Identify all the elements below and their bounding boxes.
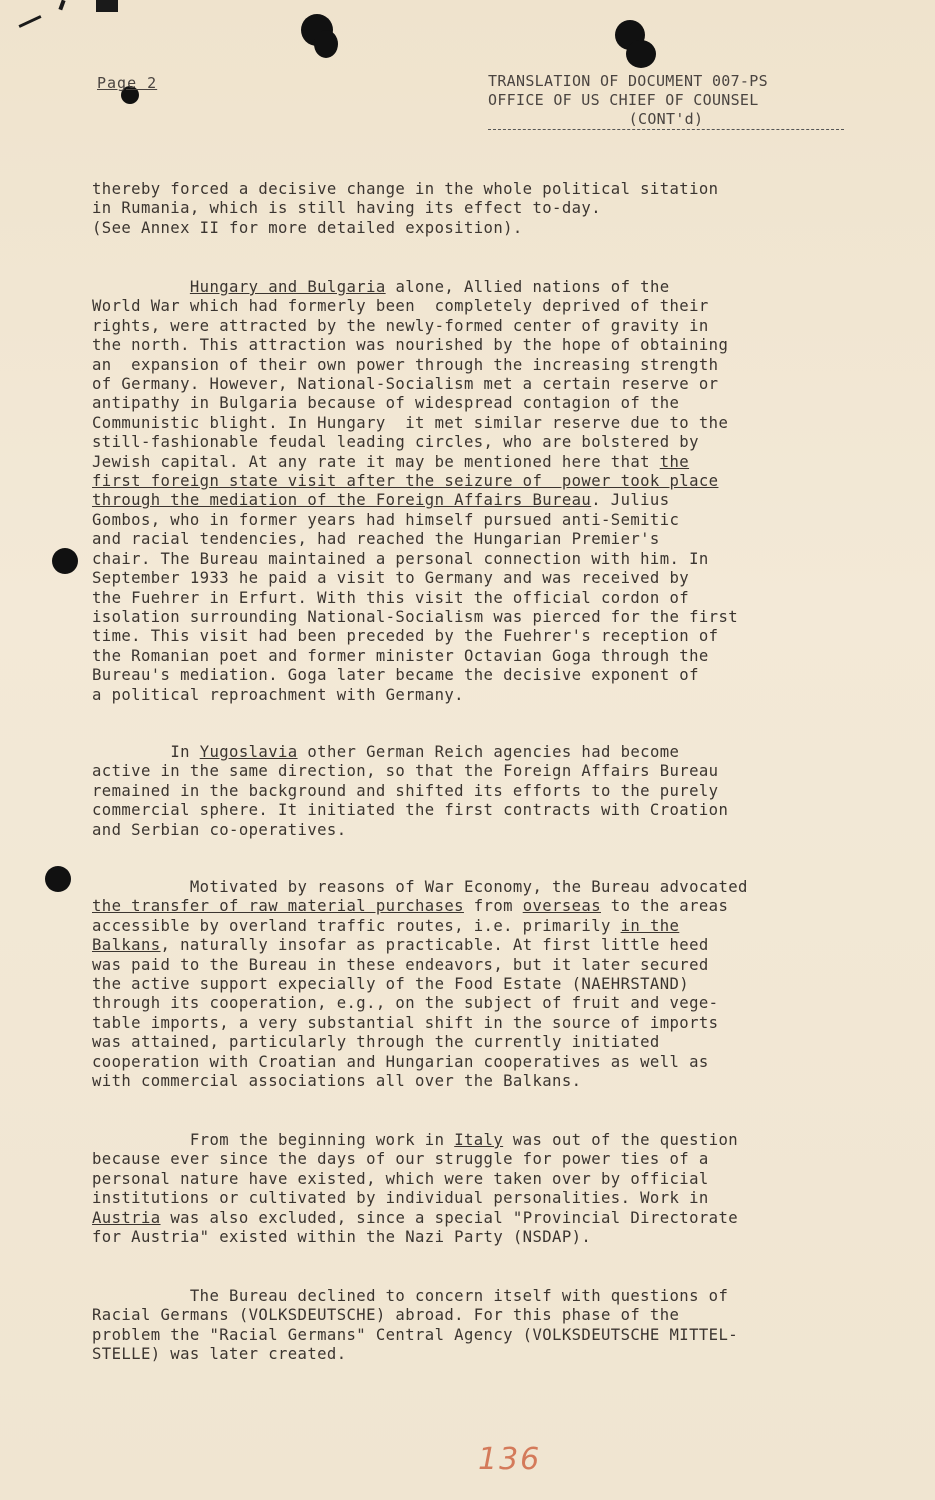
p4-line: was attained, particularly through the currently initiated [92, 1033, 660, 1052]
p2-line: rights, were attracted by the newly-formed center of gravity in [92, 316, 709, 335]
p2-line: isolation surrounding National-Socialism was pierced for the first [92, 607, 739, 626]
corner-mark [96, 0, 118, 12]
p2-line: Bureau's mediation. Goga later became the decisive exponent of [92, 666, 699, 685]
p4-line: Balkans, naturally insofar as practicable. At first little heed [92, 936, 709, 955]
p2-line: the Fuehrer in Erfurt. With this visit the official cordon of [92, 588, 690, 607]
p3-line: remained in the background and shifted its efforts to the purely [92, 781, 719, 800]
p4-line: with commercial associations all over the Balkans. [92, 1072, 582, 1091]
page-label: Page 2 [97, 74, 158, 92]
p6-line: The Bureau declined to concern itself with questions of [92, 1287, 729, 1305]
p4-line: the active support expecially of the Food Estate (NAEHRSTAND) [92, 975, 690, 994]
p4-line: accessible by overland traffic routes, i.e. primarily in the [92, 916, 680, 935]
p4-line: table imports, a very substantial shift in the source of imports [92, 1013, 719, 1032]
p1-line: thereby forced a decisive change in the whole political sitation [92, 180, 719, 198]
p2-line: the Romanian poet and former minister Octavian Goga through the [92, 646, 709, 665]
p5-line: because ever since the days of our struggle for power ties of a [92, 1150, 709, 1169]
paragraph-3 [92, 743, 882, 840]
header-line-1: TRANSLATION OF DOCUMENT 007-PS [488, 72, 768, 90]
p2-line: and racial tendencies, had reached the Hungarian Premier's [92, 530, 660, 549]
header-line-2: OFFICE OF US CHIEF OF COUNSEL [488, 91, 759, 109]
p4-line: Motivated by reasons of War Economy, the Bureau advocated [92, 878, 748, 896]
p2-line: Jewish capital. At any rate it may be mentioned here that the [92, 452, 690, 471]
p3-line: and Serbian co-operatives. [92, 820, 347, 839]
p4-line: the transfer of raw material purchases from overseas to the areas [92, 897, 729, 916]
p2-line: antipathy in Bulgaria because of widespread contagion of the [92, 394, 680, 413]
p2-line: of Germany. However, National-Socialism met a certain reserve or [92, 375, 719, 394]
p2-line: Communistic blight. In Hungary it met similar reserve due to the [92, 413, 729, 432]
paragraph-1 [92, 180, 882, 238]
document-header [488, 72, 848, 130]
p3-line: In Yugoslavia other German Reich agencies had become [170, 743, 680, 761]
punch-hole [314, 30, 338, 58]
punch-hole [626, 40, 656, 68]
p4-line: through its cooperation, e.g., on the subject of fruit and vege- [92, 994, 719, 1013]
corner-mark [58, 0, 65, 10]
handwritten-page-number: 136 [478, 1442, 542, 1477]
paragraph-5 [92, 1131, 882, 1247]
p6-line: STELLE) was later created. [92, 1345, 347, 1364]
p5-line: institutions or cultivated by individual personalities. Work in [92, 1189, 709, 1208]
p2-line: time. This visit had been preceded by the Fuehrer's reception of [92, 627, 719, 646]
p2-line: World War which had formerly been completely deprived of their [92, 297, 709, 316]
p6-line: problem the "Racial Germans" Central Agency (VOLKSDEUTSCHE MITTEL- [92, 1325, 739, 1344]
p2-line: an expansion of their own power through the increasing strength [92, 355, 719, 374]
p2-line: the north. This attraction was nourished by the hope of obtaining [92, 336, 729, 355]
p2-line: chair. The Bureau maintained a personal connection with him. In [92, 549, 709, 568]
p4-line: cooperation with Croatian and Hungarian cooperatives as well as [92, 1052, 709, 1071]
punch-hole [52, 548, 78, 574]
corner-mark [18, 15, 41, 28]
p6-line: Racial Germans (VOLKSDEUTSCHE) abroad. For this phase of the [92, 1306, 680, 1325]
paragraph-2 [92, 278, 882, 705]
p2-line: September 1933 he paid a visit to Germany and was received by [92, 569, 690, 588]
p2-line: first foreign state visit after the seizure of power took place [92, 472, 719, 491]
p2-line: still-fashionable feudal leading circles, who are bolstered by [92, 433, 699, 452]
p2-line: Hungary and Bulgaria alone, Allied nations of the [189, 278, 670, 296]
p5-line: for Austria" existed within the Nazi Party (NSDAP). [92, 1228, 592, 1247]
header-contd: (CONT'd) [488, 110, 844, 130]
punch-hole [45, 866, 71, 892]
paragraph-6 [92, 1287, 882, 1365]
p5-line: Austria was also excluded, since a special "Provincial Directorate [92, 1208, 739, 1227]
p3-line: active in the same direction, so that the Foreign Affairs Bureau [92, 762, 719, 781]
p1-line: in Rumania, which is still having its effect to-day. [92, 199, 601, 218]
p5-line: From the beginning work in Italy was out of the question [189, 1131, 739, 1149]
p2-line: through the mediation of the Foreign Affairs Bureau. Julius [92, 491, 670, 510]
p1-line: (See Annex II for more detailed exposition). [92, 218, 523, 237]
p2-line: Gombos, who in former years had himself pursued anti-Semitic [92, 510, 680, 529]
p4-line: was paid to the Bureau in these endeavors, but it later secured [92, 955, 709, 974]
p5-line: personal nature have existed, which were taken over by official [92, 1169, 709, 1188]
paragraph-4 [92, 878, 882, 1091]
p3-line: commercial sphere. It initiated the first contracts with Croation [92, 801, 729, 820]
p2-line: a political reproachment with Germany. [92, 685, 464, 704]
